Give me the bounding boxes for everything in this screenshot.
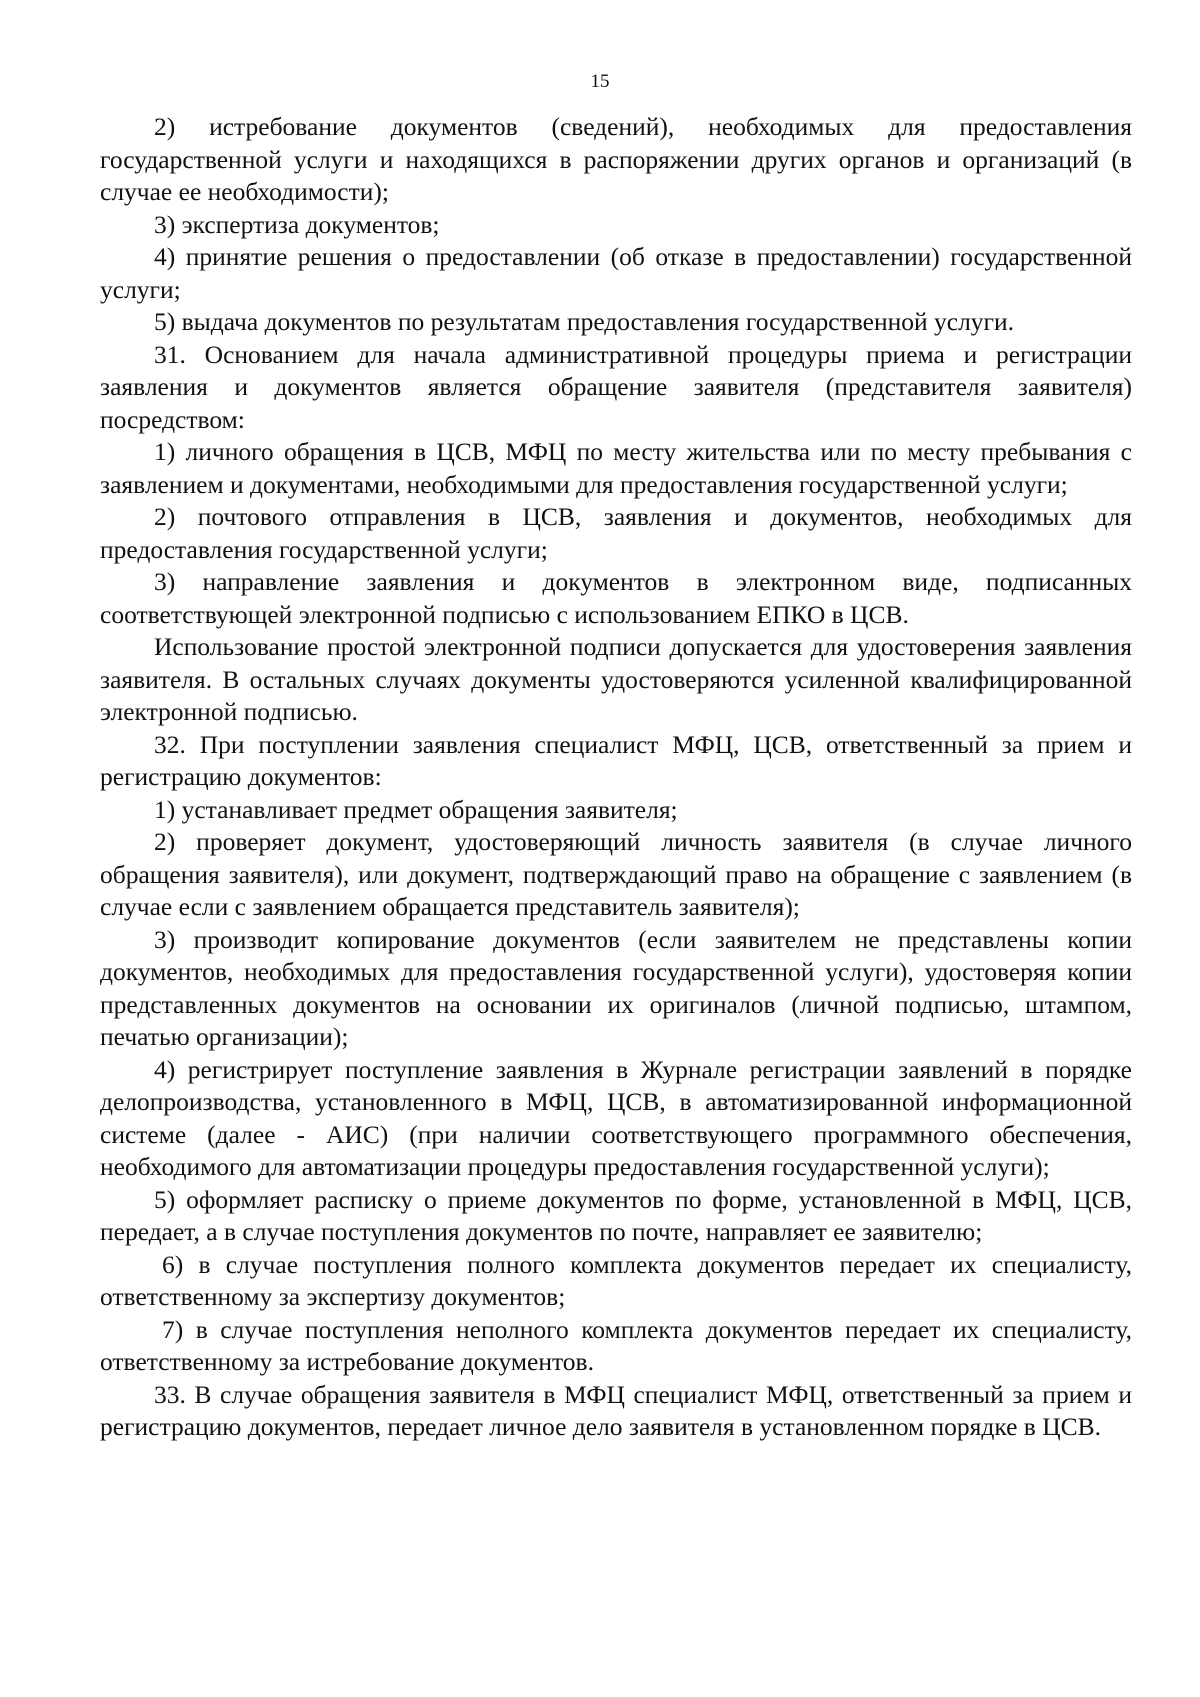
paragraph: 31. Основанием для начала административной процедуры приема и регистрации заявления и документов является обращение заявителя (представителя заявителя) посредством: [100,339,1132,434]
paragraph: 32. При поступлении заявления специалист МФЦ, ЦСВ, ответственный за прием и регистрацию документов: [100,729,1132,791]
paragraph: 5) оформляет расписку о приеме документов по форме, установленной в МФЦ, ЦСВ, передает, а в случае поступления документов по почте, направляет ее заявителю; [100,1184,1132,1246]
paragraph: 33. В случае обращения заявителя в МФЦ специалист МФЦ, ответственный за прием и регистрацию документов, передает личное дело заявителя в установленном порядке в ЦСВ. [100,1379,1132,1441]
document-body [100,111,1132,1444]
page-number: 15 [590,71,610,92]
paragraph: 6) в случае поступления полного комплекта документов передает их специалисту, ответственному за экспертизу документов; [100,1249,1132,1311]
paragraph: 3) экспертиза документов; [154,209,440,239]
paragraph: 7) в случае поступления неполного комплекта документов передает их специалисту, ответственному за истребование документов. [100,1314,1132,1376]
paragraph: Использование простой электронной подписи допускается для удостоверения заявления заявителя. В остальных случаях документы удостоверяются усиленной квалифицированной электронной подписью. [100,632,1132,726]
paragraph: 2) почтового отправления в ЦСВ, заявления и документов, необходимых для предоставления государственной услуги; [100,502,1132,564]
paragraph: 4) регистрирует поступление заявления в Журнале регистрации заявлений в порядке делопроизводства, установленного в МФЦ, ЦСВ, в автоматизированной информационной системе (далее - АИС) (при наличии соответствующего программного обеспечения, необходимого для автоматизации процедуры предоставления государственной услуги); [100,1054,1132,1181]
paragraph: 3) направление заявления и документов в электронном виде, подписанных соответствующей электронной подписью с использованием ЕПКО в ЦСВ. [100,567,1132,629]
paragraph: 4) принятие решения о предоставлении (об отказе в предоставлении) государственной услуги; [100,242,1132,304]
paragraph: 1) личного обращения в ЦСВ, МФЦ по месту жительства или по месту пребывания с заявлением и документами, необходимыми для предоставления государственной услуги; [100,437,1132,499]
paragraph: 2) проверяет документ, удостоверяющий личность заявителя (в случае личного обращения заявителя), или документ, подтверждающий право на обращение с заявлением (в случае если с заявлением обращается представитель заявителя); [100,827,1132,921]
paragraph: 5) выдача документов по результатам предоставления государственной услуги. [154,307,1015,336]
paragraph: 3) производит копирование документов (если заявителем не представлены копии документов, необходимых для предоставления государственной услуги), удостоверяя копии представленных документов на основании их оригиналов (личной подписью, штампом, печатью организации); [100,924,1132,1051]
paragraph: 1) устанавливает предмет обращения заявителя; [154,794,678,824]
paragraph: 2) истребование документов (сведений), необходимых для предоставления государственной услуги и находящихся в распоряжении других органов и организаций (в случае ее необходимости); [100,112,1132,206]
